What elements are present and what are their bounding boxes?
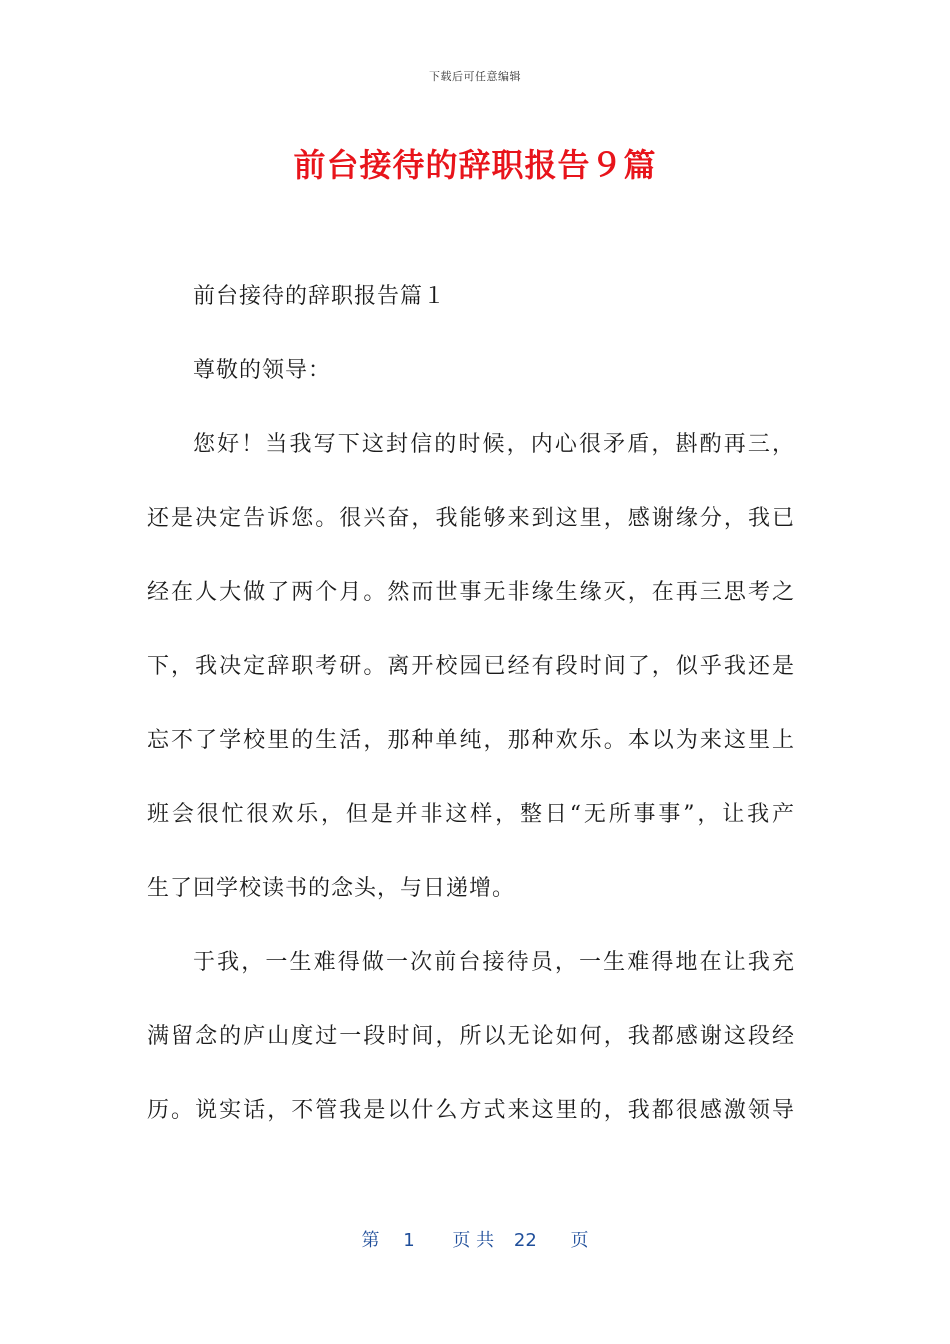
body-line: 下，我决定辞职考研。离开校园已经有段时间了，似乎我还是 bbox=[147, 654, 795, 679]
document-body bbox=[147, 260, 795, 1148]
body-line: 于我，一生难得做一次前台接待员，一生难得地在让我充 bbox=[193, 950, 795, 975]
body-line: 经在人大做了两个月。然而世事无非缘生缘灭，在再三思考之 bbox=[147, 580, 795, 605]
body-line: 您好！当我写下这封信的时候，内心很矛盾，斟酌再三， bbox=[193, 432, 795, 457]
body-line: 班会很忙很欢乐，但是并非这样，整日“无所事事”，让我产 bbox=[147, 802, 795, 827]
footer-label-page: 第 bbox=[361, 1230, 380, 1251]
body-line: 生了回学校读书的念头，与日递增。 bbox=[147, 876, 516, 901]
header-note: 下载后可任意编辑 bbox=[429, 70, 521, 83]
body-line: 前台接待的辞职报告篇１ bbox=[193, 284, 447, 309]
page-footer bbox=[0, 1226, 950, 1252]
footer-total-pages: 22 bbox=[513, 1230, 537, 1251]
footer-label-page-end: 页 bbox=[570, 1230, 589, 1251]
body-line: 满留念的庐山度过一段时间，所以无论如何，我都感谢这段经 bbox=[147, 1024, 795, 1049]
body-line: 尊敬的领导： bbox=[193, 358, 332, 383]
footer-label-page-of: 页 共 bbox=[452, 1230, 495, 1251]
body-line: 还是决定告诉您。很兴奋，我能够来到这里，感谢缘分，我已 bbox=[147, 506, 795, 531]
body-line: 历。说实话，不管我是以什么方式来这里的，我都很感激领导 bbox=[147, 1098, 795, 1123]
body-line: 忘不了学校里的生活，那种单纯，那种欢乐。本以为来这里上 bbox=[147, 728, 795, 753]
footer-current-page: 1 bbox=[403, 1230, 415, 1251]
document-title: 前台接待的辞职报告９篇 bbox=[293, 146, 657, 184]
